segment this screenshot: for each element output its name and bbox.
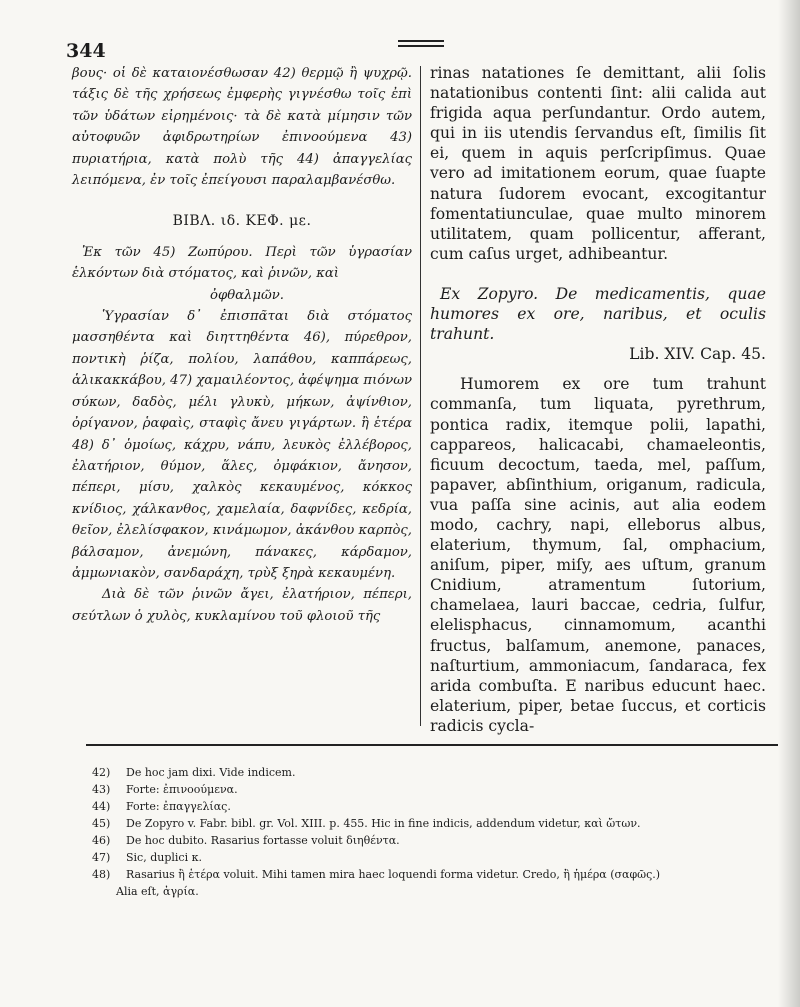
footnote-number: 43) bbox=[92, 783, 111, 796]
footnotes bbox=[92, 764, 780, 900]
footnote-text: Forte: ἐπαγγελίας. bbox=[126, 800, 231, 813]
footnote-text: Forte: ἐπινοούμενα. bbox=[126, 783, 238, 796]
latin-paragraph-2: Humorem ex ore tum trahunt commanſa, tum liquata, pyrethrum, pontica radix, itemque polii, lapathi, cappareos, halicacabi, chamaeleontis, ficuum decoctum, taeda, mel, paſſum, papaver, abſinthium, origanum, radicula, vua paſſa sine acinis, aut alia eodem modo, cachry, napi, elleborus albus, elaterium, thymum, ſal, omphacium, aniſum, piper, miſy, aes uſtum, granum Cnidium, atramentum ſutorium, chamelaea, lauri baccae, cedria, ſulfur, elelisphacus, cinnamomum, acanthi fructus, balſamum, anemone, panaces, naſturtium, ammoniacum, ſandaraca, fex arida combuſta. E naribus educunt haec. elaterium, piper, betae ſuccus, et corticis radicis cycla- bbox=[430, 375, 766, 735]
footnote-46 bbox=[92, 832, 780, 849]
footnote-48 bbox=[92, 866, 780, 900]
footnote-number: 42) bbox=[92, 766, 111, 779]
footnote-43 bbox=[92, 781, 780, 798]
latin-chapter-reference: Lib. XIV. Cap. 45. bbox=[629, 345, 766, 364]
footnote-number: 46) bbox=[92, 834, 111, 847]
footnote-44 bbox=[92, 798, 780, 815]
greek-paragraph-1: βους· οἱ δὲ καταιονέσθωσαν 42) θερμῷ ἢ ψυχρῷ. τάξις δὲ τῆς χρήσεως ἐμφερὴς γιγνέσθω τοῖς ἐπὶ τῶν ὑδάτων εἰρημένοις· τὰ δὲ κατὰ μίμησιν τῶν αὐτοφυῶν ἀφιδρωτηρίων ἐπινοούμενα 43) πυριατήρια, κατὰ πολὺ τῆς 44) ἀπαγγελίας λειπόμενα, ἐν τοῖς ἐπείγουσι παραλαμβανέσθω. bbox=[72, 66, 412, 189]
greek-chapter-heading-text: Ἐκ τῶν 45) Ζωπύρου. Περὶ τῶν ὑγρασίαν ἑλκόντων διὰ στόματος, καὶ ῥινῶν, καὶ bbox=[72, 244, 412, 282]
greek-chapter-heading bbox=[72, 242, 412, 306]
page-number: 344 bbox=[66, 40, 106, 62]
latin-paragraph-1: rinas natationes ſe demittant, alii ſolis natationibus contenti ſint: alii calida aut frigida aqua perſundantur. Ordo autem, qui in iis utendis ſervandus eſt, ſimilis ſit ei, quem in aquis perſcripſimus. Quae vero ad imitationem eorum, quae ſuapte natura ſudorem evocant, excogitantur fomentatiunculae, quae multo minorem utilitatem, quam pollicentur, afferant, cum caſus urget, adhibeantur. bbox=[430, 64, 766, 263]
footnote-number: 45) bbox=[92, 817, 111, 830]
latin-column bbox=[430, 63, 766, 736]
greek-section-title: ΒΙΒΛ. ιδ. ΚΕΦ. με. bbox=[172, 213, 312, 230]
footnote-number: 48) bbox=[92, 868, 111, 881]
footnote-continuation: Alia eſt, ἀγρία. bbox=[116, 885, 199, 898]
footnote-text: Sic, duplici κ. bbox=[126, 851, 202, 864]
greek-paragraph-3: Διὰ δὲ τῶν ῥινῶν ἄγει, ἐλατήριον, πέπερι, σεύτλων ὁ χυλὸς, κυκλαμίνου τοῦ φλοιοῦ τῆς bbox=[72, 587, 412, 624]
greek-paragraph-2: Ὑγρασίαν δ᾽ ἐπισπᾶται διὰ στόματος μασσηθέντα καὶ διηττηθέντα 46), πύρεθρον, ποντικὴ ῥίζα, πολίου, λαπάθου, καππάρεως, ἁλικακκάβου, 47) χαμαιλέοντος, ἀφέψημα πιόνων σύκων, δαδὸς, μέλι γλυκὺ, μήκων, ἀψίνθιον, ὀρίγανον, ῥαφαὶς, σταφὶς ἄνευ γιγάρτων. ἢ ἑτέρα 48) δ᾽ ὁμοίως, κάχρυ, νάπυ, λευκὸς ἐλλέβορος, ἐλατήριον, θύμον, ἅλες, ὀμφάκιον, ἄνησον, πέπερι, μίσυ, χαλκὸς κεκαυμένος, κόκκος κνίδιος, χάλκανθος, χαμελαία, δαφνίδες, κεδρία, θεῖον, ἐλελίσφακον, κινάμωμον, ἀκάνθου καρπὸς, βάλσαμον, ἀνεμώνη, πάνακες, κάρδαμον, ἀμμωνιακὸν, σανδαράχη, τρὺξ ξηρὰ κεκαυμένη. bbox=[72, 309, 412, 581]
footnote-47 bbox=[92, 849, 780, 866]
footnote-45 bbox=[92, 815, 780, 832]
footnote-number: 47) bbox=[92, 851, 111, 864]
footnote-42 bbox=[92, 764, 780, 781]
footnote-text: De hoc dubito. Rasarius fortasse voluit διηθέντα. bbox=[126, 834, 400, 847]
footnote-text: De Zopyro v. Fabr. bibl. gr. Vol. XIII. p. 455. Hic in fine indicis, addendum videtur, καὶ ὤτων. bbox=[126, 817, 641, 830]
footnote-rule bbox=[86, 744, 778, 746]
header-ornament-rule bbox=[398, 40, 444, 47]
greek-column bbox=[72, 63, 412, 627]
greek-chapter-heading-last-line: ὀφθαλμῶν. bbox=[210, 287, 284, 303]
latin-chapter-heading: Ex Zopyro. De medicamentis, quae humores ex ore, naribus, et oculis trahunt. bbox=[430, 284, 766, 344]
footnote-text: De hoc jam dixi. Vide indicem. bbox=[126, 766, 296, 779]
footnote-number: 44) bbox=[92, 800, 111, 813]
column-divider bbox=[420, 66, 421, 726]
footnote-text: Rasarius ἢ ἑτέρα voluit. Mihi tamen mira haec loquendi forma videtur. Credo, ἢ ἡμέρα (σαφῶς.) bbox=[126, 868, 661, 881]
